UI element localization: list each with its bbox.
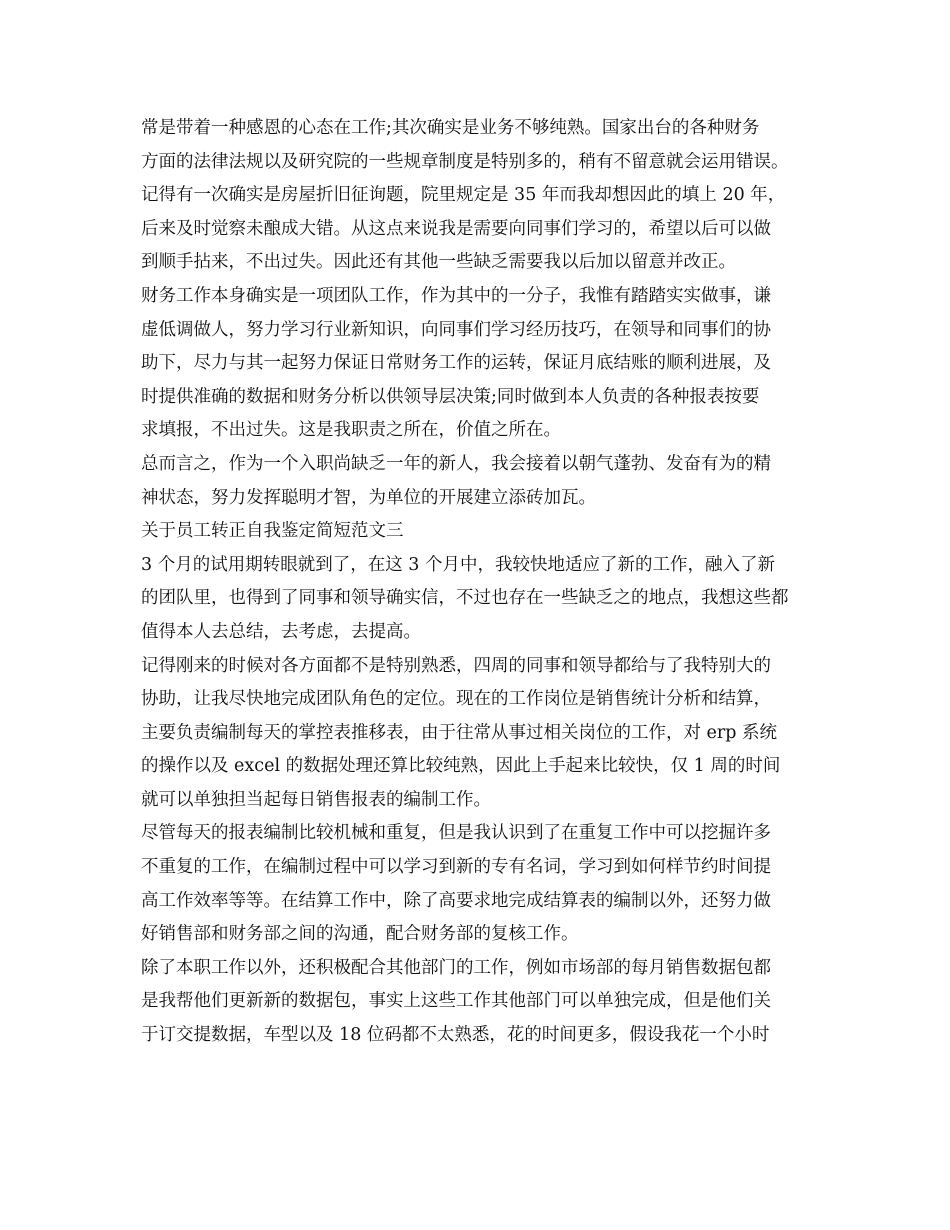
text-line: 除了本职工作以外，还积极配合其他部门的工作，例如市场部的每月销售数据包都	[141, 957, 771, 978]
text-line: 协助，让我尽快地完成团队角色的定位。现在的工作岗位是销售统计分析和结算，	[141, 689, 771, 710]
text-line: 虚低调做人，努力学习行业新知识，向同事们学习经历技巧，在领导和同事们的协	[141, 319, 771, 340]
text-line: 常是带着一种感恩的心态在工作;其次确实是业务不够纯熟。国家出台的各种财务	[141, 118, 760, 138]
text-line: 于订交提数据，车型以及 18 位码都不太熟悉，花的时间更多，假设我花一个小时	[141, 1025, 770, 1046]
text-line: 就可以单独担当起每日销售报表的编制工作。	[141, 789, 491, 810]
document-body	[141, 112, 831, 1053]
text-line: 方面的法律法规以及研究院的一些规章制度是特别多的，稍有不留意就会运用错误。	[141, 151, 789, 172]
text-line: 是我帮他们更新新的数据包，事实上这些工作其他部门可以单独完成，但是他们关	[141, 991, 771, 1012]
text-line: 到顺手拈来，不出过失。因此还有其他一些缺乏需要我以后加以留意并改正。	[141, 252, 736, 273]
text-line: 尽管每天的报表编制比较机械和重复，但是我认识到了在重复工作中可以挖掘许多	[141, 823, 771, 844]
text-line: 的操作以及 excel 的数据处理还算比较纯熟，因此上手起来比较快，仅 1 周的时间	[141, 756, 781, 777]
text-line: 神状态，努力发挥聪明才智，为单位的开展建立添砖加瓦。	[141, 487, 596, 508]
text-line: 记得刚来的时候对各方面都不是特别熟悉，四周的同事和领导都给与了我特别大的	[141, 655, 771, 676]
text-line: 的团队里，也得到了同事和领导确实信，不过也存在一些缺乏之的地点，我想这些都	[141, 588, 789, 609]
text-line: 求填报，不出过失。这是我职责之所在，价值之所在。	[141, 420, 561, 441]
text-line: 财务工作本身确实是一项团队工作，作为其中的一分子，我惟有踏踏实实做事，谦	[141, 285, 771, 306]
text-line: 主要负责编制每天的掌控表推移表，由于往常从事过相关岗位的工作，对 erp 系统	[141, 722, 778, 743]
text-line: 时提供准确的数据和财务分析以供领导层决策;同时做到本人负责的各种报表按要	[141, 386, 760, 407]
text-line: 3 个月的试用期转眼就到了，在这 3 个月中，我较快地适应了新的工作，融入了新	[141, 554, 775, 575]
text-line: 后来及时觉察未酿成大错。从这点来说我是需要向同事们学习的，希望以后可以做	[141, 218, 771, 239]
text-line: 值得本人去总结，去考虑，去提高。	[141, 621, 421, 642]
text-line: 高工作效率等等。在结算工作中，除了高要求地完成结算表的编制以外，还努力做	[141, 890, 771, 911]
section-heading: 关于员工转正自我鉴定简短范文三	[141, 521, 404, 542]
text-line: 记得有一次确实是房屋折旧征询题，院里规定是 35 年而我却想因此的填上 20 年，	[141, 185, 786, 206]
text-line: 不重复的工作，在编制过程中可以学习到新的专有名词，学习到如何样节约时间提	[141, 857, 771, 878]
text-line: 助下，尽力与其一起努力保证日常财务工作的运转，保证月底结账的顺利进展，及	[141, 353, 771, 374]
text-line: 好销售部和财务部之间的沟通，配合财务部的复核工作。	[141, 924, 579, 945]
text-line: 总而言之，作为一个入职尚缺乏一年的新人，我会接着以朝气蓬勃、发奋有为的精	[141, 453, 771, 474]
